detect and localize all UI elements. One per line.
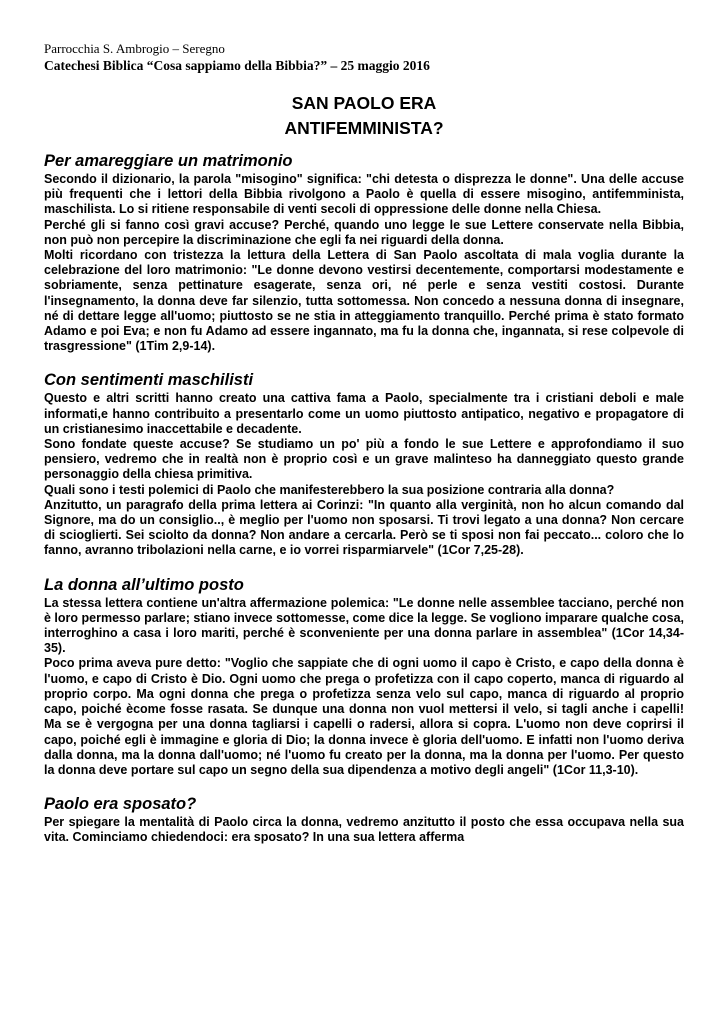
section-ultimo-posto [44, 575, 684, 778]
paragraph: Poco prima aveva pure detto: "Voglio che sappiate che di ogni uomo il capo è Cristo, e capo della donna è l'uomo, e capo di Cristo è Dio. Ogni uomo che prega o profetizza con il capo coperto, manca di riguardo al proprio corpo. Ma ogni donna che prega o profetizza senza velo sul capo, manca di riguardo al proprio capo, poiché ècome fosse rasata. Se dunque una donna non vuol mettersi il velo, si tagli anche i capelli! Ma se è vergogna per una donna tagliarsi i capelli o radersi, allora si copra. L'uomo non deve coprirsi il capo, poiché egli è immagine e gloria di Dio; la donna invece è gloria dell'uomo. E infatti non l'uomo deriva dalla donna, ma la donna dall'uomo; né l'uomo fu creato per la donna, ma la donna per l'uomo. Per questo la donna deve portare sul capo un segno della sua dipendenza a motivo degli angeli" (1Cor 11,3-10). [44, 656, 684, 777]
document-title [44, 91, 684, 141]
paragraph: Secondo il dizionario, la parola "misogino" significa: "chi detesta o disprezza le donne". Una delle accuse più frequenti che i lettori della Bibbia rivolgono a Paolo è quella di essere misogino, antifemminista, maschilista. Lo si ritiene responsabile di venti secoli di oppressione delle donne nella Chiesa. [44, 172, 684, 217]
course-header: Catechesi Biblica “Cosa sappiamo della Bibbia?” – 25 maggio 2016 [44, 58, 430, 73]
title-line-1: SAN PAOLO ERA [291, 93, 437, 113]
section-paolo-sposato [44, 794, 684, 845]
section-maschilisti [44, 370, 684, 558]
paragraph: Per spiegare la mentalità di Paolo circa la donna, vedremo anzitutto il posto che essa occupava nella sua vita. Cominciamo chiedendoci: era sposato? In una sua lettera afferma [44, 815, 684, 845]
section-heading: Paolo era sposato? [44, 795, 197, 814]
paragraph: Molti ricordano con tristezza la lettura della Lettera di San Paolo ascoltata di mala voglia durante la celebrazione del loro matrimonio: "Le donne devono vestirsi decentemente, comportarsi modestamente e sobriamente, senza pettinature esagerate, senza ori, né perle e senza vestiti costosi. Durante l'insegnamento, la donna deve far silenzio, tutta sottomessa. Non concedo a nessuna donna di insegnare, né di dettare legge all'uomo; piuttosto se ne stia in atteggiamento tranquillo. Perché prima è stato formato Adamo e poi Eva; e non fu Adamo ad essere ingannato, ma fu la donna che, ingannata, si rese colpevole di trasgressione" (1Tim 2,9-14). [44, 248, 684, 354]
document-page [44, 40, 684, 862]
section-heading: Con sentimenti maschilisti [44, 371, 254, 390]
paragraph: Anzitutto, un paragrafo della prima lettera ai Corinzi: "In quanto alla verginità, non ho alcun comando dal Signore, ma do un consiglio.., è meglio per l'uomo non sposarsi. Ti trovi legato a una donna? Non cercare di scioglierti. Sei sciolto da donna? Non andare a cercarla. Però se ti sposi non fai peccato... coloro che lo fanno, avranno tribolazioni nella carne, e io vorrei risparmiarvele" (1Cor 7,25-28). [44, 497, 684, 558]
paragraph: Sono fondate queste accuse? Se studiamo un po' più a fondo le sue Lettere e approfondiamo il suo pensiero, vedremo che in realtà non è proprio così e un grave malinteso ha danneggiato questo grande personaggio della chiesa primitiva. [44, 437, 684, 482]
paragraph: La stessa lettera contiene un'altra affermazione polemica: "Le donne nelle assemblee tacciano, perché non è loro permesso parlare; stiano invece sottomesse, come dice la legge. Se vogliono imparare qualche cosa, interroghino a casa i loro mariti, perché è sconveniente per una donna parlare in assemblea" (1Cor 14,34-35). [44, 595, 684, 656]
section-heading: Per amareggiare un matrimonio [44, 152, 293, 170]
paragraph: Questo e altri scritti hanno creato una cattiva fama a Paolo, specialmente tra i cristiani deboli e male informati,e hanno contribuito a presentarlo come un uomo piuttosto antipatico, negativo e propagatore di un cristianesimo inaccettabile e decadente. [44, 391, 684, 436]
paragraph: Quali sono i testi polemici di Paolo che manifesterebbero la sua posizione contraria alla donna? [44, 482, 615, 497]
title-line-2: ANTIFEMMINISTA? [284, 118, 444, 138]
paragraph: Perché gli si fanno così gravi accuse? Perché, quando uno legge le sue Lettere conservate nella Bibbia, non può non percepire la discriminazione che egli fa nei riguardi della donna. [44, 217, 684, 247]
parish-header: Parrocchia S. Ambrogio – Seregno [44, 41, 225, 56]
section-heading: La donna all’ultimo posto [44, 575, 244, 594]
section-amareggiare [44, 151, 684, 354]
